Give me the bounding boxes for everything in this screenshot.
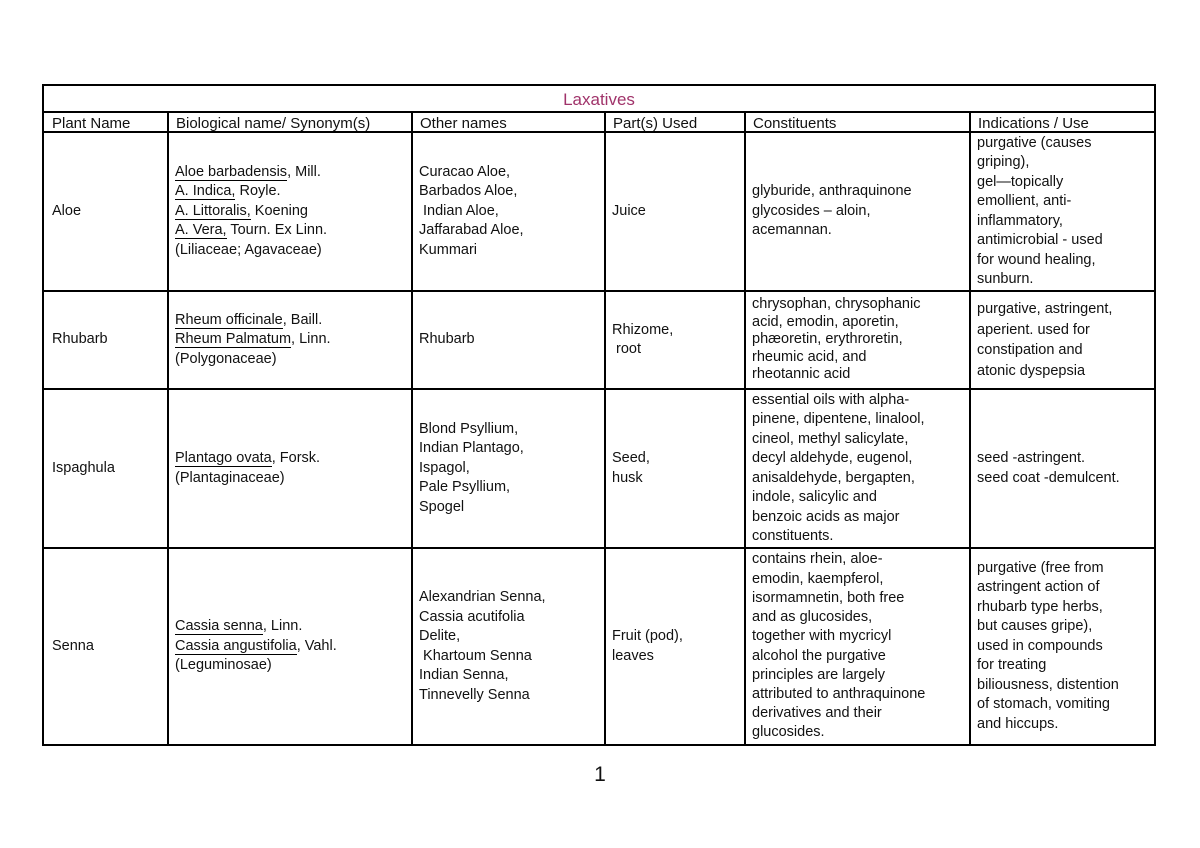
constituent-line: contains rhein, aloe- [752,551,883,568]
bio-name: Cassia senna [175,618,263,635]
constituent-line: acemannan. [752,222,832,239]
other-name: Cassia acutifolia [419,608,525,625]
other-name: Indian Plantago, [419,440,524,457]
header-other-names: Other names [420,115,507,132]
constituent-line: rheotannic acid [752,366,851,383]
indication-line: but causes gripe), [977,618,1093,635]
other-names-cell [413,390,604,547]
constituent-line: anisaldehyde, bergapten, [752,469,915,486]
constituent-line: phæoretin, erythroretin, [752,331,903,348]
other-names-cell [413,549,604,744]
bio-authority: , Vahl. [296,637,337,654]
bio-authority: , Linn. [291,331,331,348]
parts-cell [606,133,744,290]
bio-authority: , Forsk. [271,450,321,466]
indication-line: astringent action of [977,579,1100,596]
indication-line: and hiccups. [977,715,1059,732]
bio-family: (Liliaceae; Agavaceae) [175,241,322,258]
header-biological-name: Biological name/ Synonym(s) [176,115,371,132]
constituent-line: principles are largely [752,666,885,683]
page-number: 1 [594,763,606,786]
header-constituents: Constituents [753,115,837,132]
part-used: Juice [612,202,646,219]
other-name: Jaffarabad Aloe, [419,222,524,239]
indication-line: seed coat -demulcent. [977,469,1120,486]
constituent-line: pinene, dipentene, linalool, [752,411,925,427]
constituents-cell [746,292,969,388]
indication-line: rhubarb type herbs, [977,598,1103,615]
indication-line: antimicrobial - used [977,232,1103,248]
table-row [46,549,167,744]
indication-line: purgative, astringent, [977,301,1113,317]
constituent-line: alcohol the purgative [752,647,886,664]
bio-authority: Koening [250,202,308,219]
bio-name: A. Indica, [175,183,236,200]
bio-authority: , Mill. [287,163,321,180]
part-used: husk [612,469,643,486]
table-row [46,292,167,388]
header-plant-name: Plant Name [52,115,131,132]
indication-line: purgative (causes [977,134,1092,151]
indications-cell [971,133,1156,290]
bio-family: (Leguminosae) [175,657,272,674]
part-used: Fruit (pod), [612,628,683,644]
indication-line: biliousness, distention [977,676,1119,693]
parts-cell [606,390,744,547]
bio-authority: Tourn. Ex Linn. [226,222,328,239]
constituent-line: glyburide, anthraquinone [752,183,912,200]
other-name: Kummari [419,241,478,258]
part-used: Rhizome, [612,321,674,338]
constituent-line: acid, emodin, aporetin, [752,313,899,330]
laxatives-table [42,84,1156,746]
constituent-line: cineol, methyl salicylate, [752,430,909,447]
parts-cell [606,549,744,744]
constituent-line: and as glucosides, [752,609,873,626]
constituents-cell [746,549,969,744]
constituent-line: together with mycricyl [752,628,892,645]
constituent-line: attributed to anthraquinone [752,685,926,702]
header-indications: Indications / Use [978,115,1089,132]
plant-name: Aloe [52,202,82,219]
title-divider [44,111,1154,113]
indication-line: used in compounds [977,637,1103,654]
other-names-cell [413,133,604,290]
indication-line: inflammatory, [977,212,1063,229]
bio-name: Cassia angustifolia [175,637,297,654]
constituent-line: essential oils with alpha- [752,391,910,408]
indication-line: gel—topically [977,173,1064,190]
table-row [46,390,167,547]
other-name: Tinnevelly Senna [419,686,530,703]
constituent-line: constituents. [752,528,834,544]
bio-name: Rheum Palmatum [175,331,292,348]
bio-name-cell [169,133,411,290]
bio-name: Aloe barbadensis [175,163,288,180]
constituent-line: glucosides. [752,724,825,741]
bio-authority: , Baill. [282,311,323,328]
constituent-line: benzoic acids as major [752,508,900,525]
other-name: Barbados Aloe, [419,183,518,200]
indication-line: constipation and [977,342,1083,358]
constituent-line: derivatives and their [752,705,882,722]
bio-authority: Royle. [235,183,281,200]
indication-line: of stomach, vomiting [977,696,1110,713]
indication-line: emollient, anti- [977,193,1072,209]
part-used: Seed, [612,450,650,466]
constituent-line: indole, salicylic and [752,489,877,505]
plant-name: Ispaghula [52,459,115,476]
other-name: Alexandrian Senna, [419,589,546,605]
other-name: Blond Psyllium, [419,420,519,437]
bio-family: (Polygonaceae) [175,350,277,367]
indications-cell [971,549,1156,744]
bio-name: Rheum officinale [175,311,283,328]
other-name: Indian Aloe, [419,202,499,219]
plant-name: Senna [52,637,94,654]
bio-name-cell [169,292,411,388]
other-name: Pale Psyllium, [419,479,511,496]
indication-line: for wound healing, [977,251,1096,268]
other-name: Rhubarb [419,331,475,348]
indication-line: atonic dyspepsia [977,362,1086,379]
indication-line: for treating [977,657,1047,674]
other-names-cell [413,292,604,388]
bio-name: A. Littoralis, [175,202,251,219]
indications-cell [971,390,1156,547]
other-name: Khartoum Senna [419,647,532,664]
bio-authority: , Linn. [262,618,303,635]
constituents-cell [746,133,969,290]
indication-line: sunburn. [977,271,1034,287]
table-row [46,133,167,290]
indications-cell [971,292,1156,388]
bio-name: A. Vera, [175,222,227,239]
constituent-line: decyl aldehyde, eugenol, [752,450,913,466]
table-title: Laxatives [563,90,635,109]
other-name: Ispagol, [419,459,470,476]
bio-name-cell [169,549,411,744]
constituent-line: glycosides – aloin, [752,202,871,219]
header-parts-used: Part(s) Used [613,115,698,132]
bio-name: Plantago ovata [175,450,272,466]
bio-family: (Plantaginaceae) [175,469,285,486]
other-name: Curacao Aloe, [419,163,511,180]
part-used: leaves [612,647,654,664]
constituent-line: isormamnetin, both free [752,589,905,606]
other-name: Delite, [419,628,461,644]
part-used: root [612,341,642,357]
indication-line: griping), [977,154,1030,170]
parts-cell [606,292,744,388]
constituent-line: emodin, kaempferol, [752,570,884,587]
other-name: Indian Senna, [419,667,509,683]
plant-name: Rhubarb [52,331,108,348]
constituent-line: rheumic acid, and [752,348,867,365]
constituent-line: chrysophan, chrysophanic [752,296,921,313]
bio-name-cell [169,390,411,547]
indication-line: purgative (free from [977,559,1104,576]
constituents-cell [746,390,969,547]
other-name: Spogel [419,498,465,515]
indication-line: seed -astringent. [977,450,1086,466]
indication-line: aperient. used for [977,321,1090,338]
